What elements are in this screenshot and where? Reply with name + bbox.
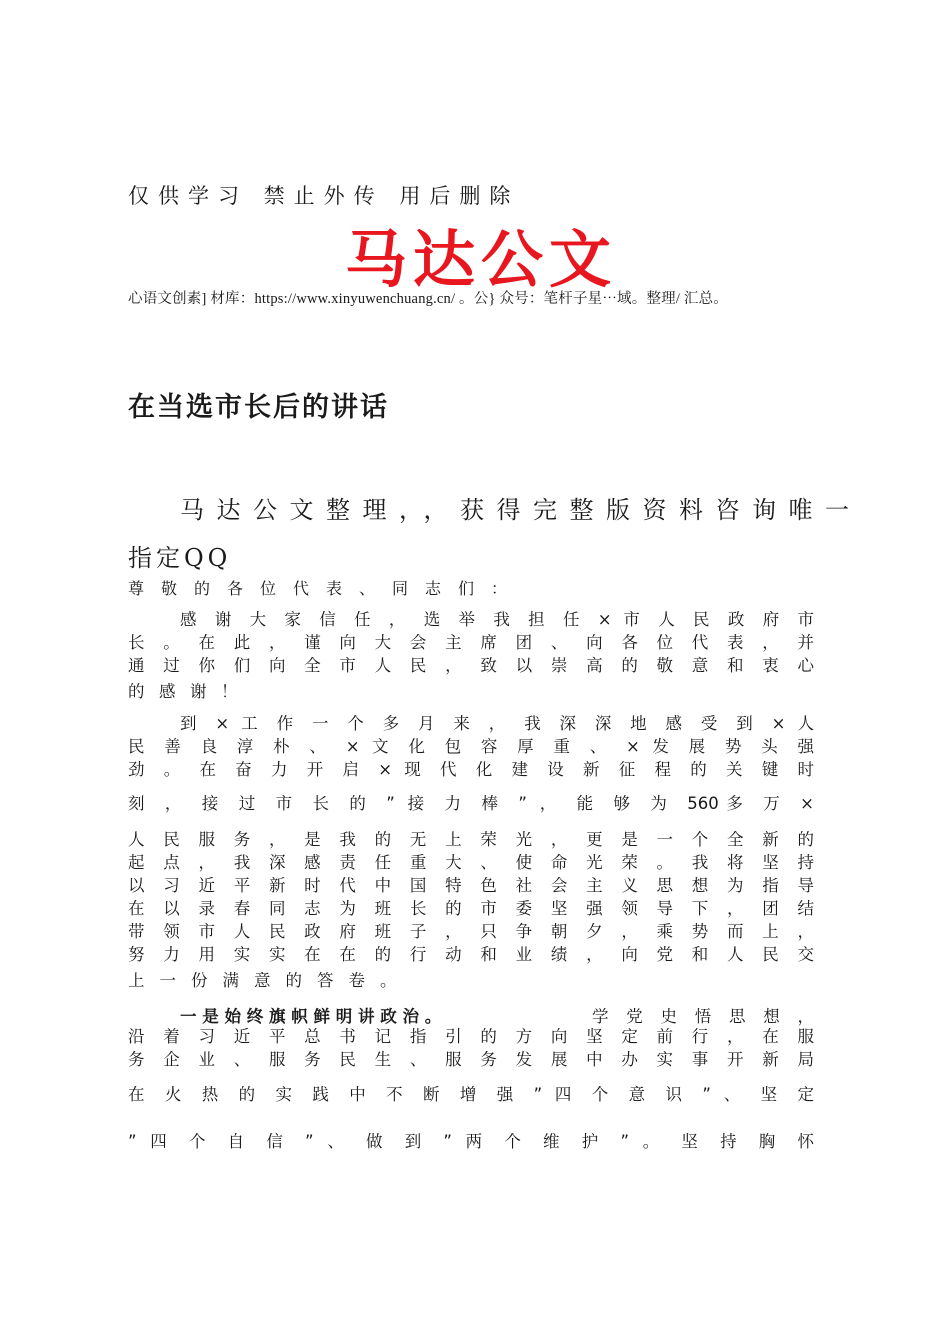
brand-title: 马达公文 (345, 223, 618, 296)
p1-line: 长 。 在 此 ， 谨 向 大 会 主 席 团 、 向 各 位 代 表 ， 并 (128, 633, 814, 652)
p2-line: 以 习 近 平 新 时 代 中 国 特 色 社 会 主 义 思 想 为 指 导 (128, 876, 814, 895)
p2-line: 在 以 录 春 同 志 为 班 长 的 市 委 坚 强 领 导 下 ， 团 结 (128, 899, 814, 918)
source-line: 心语文创素] 材库：https://www.xinyuwenchuang.cn/ 。公} 众号：笔杆子星⋯域。整理/ 汇总。 (128, 291, 728, 307)
lead-line-2: 指定QQ (128, 544, 232, 572)
p1-line: 感 谢 大 家 信 任 ， 选 举 我 担 任 × 市 人 民 政 府 市 (180, 610, 814, 629)
p2-line: 刻 ， 接 过 市 长 的 ” 接 力 棒 ” ， 能 够 为 560多 万 × (128, 794, 814, 813)
p3-line: ” 四 个 自 信 ” 、 做 到 ” 两 个 维 护 ” 。 坚 持 胸 怀 (128, 1132, 814, 1151)
p3-bold-lead: 一 是 始 终 旗 帜 鲜 明 讲 政 治 。 (180, 1007, 442, 1026)
p3-line: 务 企 业 、 服 务 民 生 、 服 务 发 展 中 办 实 事 开 新 局 (128, 1050, 814, 1069)
salutation: 尊敬的各位代表、同志们： (128, 579, 525, 598)
p3-line: 在 火 热 的 实 践 中 不 断 增 强 ” 四 个 意 识 ” 、 坚 定 (128, 1085, 814, 1104)
p2-line: 上一份满意的答卷。 (128, 971, 412, 990)
p2-line: 努 力 用 实 实 在 在 的 行 动 和 业 绩 ， 向 党 和 人 民 交 (128, 945, 814, 964)
p2-line: 起 点 ， 我 深 感 责 任 重 大 、 使 命 光 荣 。 我 将 坚 持 (128, 853, 814, 872)
p1-line: 的感谢！ (128, 682, 252, 701)
p1-line: 通 过 你 们 向 全 市 人 民 ， 致 以 崇 高 的 敬 意 和 衷 心 (128, 656, 814, 675)
p2-line: 民 善 良 淳 朴 、 × 文 化 包 容 厚 重 、 × 发 展 势 头 强 (128, 737, 814, 756)
p2-line: 到 × 工 作 一 个 多 月 来 ， 我 深 深 地 感 受 到 × 人 (180, 714, 814, 733)
p3-first-line (180, 1003, 814, 1027)
p3-first-rest: 学 党 史 悟 思 想 ， (592, 1007, 814, 1026)
p2-line: 劲 。 在 奋 力 开 启 × 现 代 化 建 设 新 征 程 的 关 键 时 (128, 760, 814, 779)
notice-line: 仅供学习 禁止外传 用后删除 (128, 184, 520, 208)
p2-line: 带 领 市 人 民 政 府 班 子 ， 只 争 朝 夕 ， 乘 势 而 上 ， (128, 922, 814, 941)
document-title: 在当选市长后的讲话 (128, 392, 389, 423)
lead-line-1: 马达公文整理，，获得完整版资料咨询唯一 (180, 496, 862, 524)
p3-line: 沿 着 习 近 平 总 书 记 指 引 的 方 向 坚 定 前 行 ， 在 服 (128, 1027, 814, 1046)
p2-line: 人 民 服 务 ， 是 我 的 无 上 荣 光 ， 更 是 一 个 全 新 的 (128, 830, 814, 849)
